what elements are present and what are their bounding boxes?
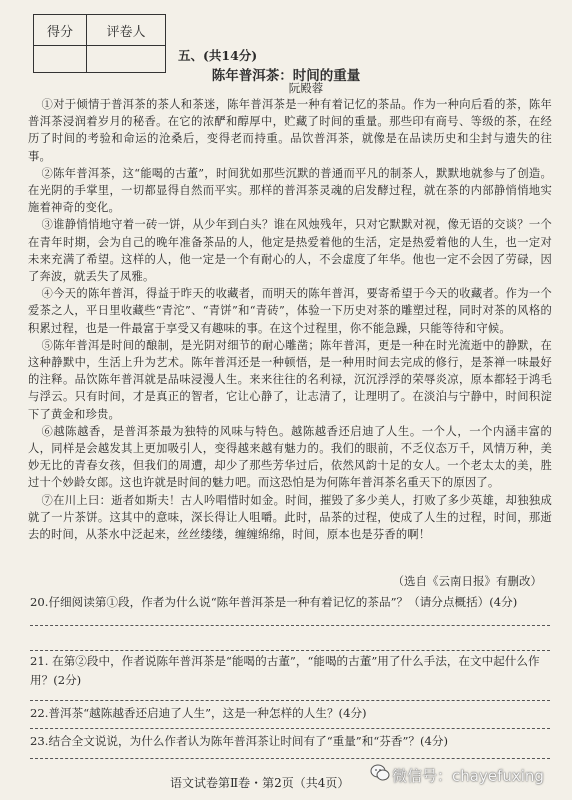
question-21: 21. 在第②段中，作者说陈年普洱茶是“能喝的古董”，“能喝的古董”用了什么手法，在文中起什么作用？(2分) xyxy=(30,654,540,687)
question-22: 22.普洱茶“越陈越香还启迪了人生”，这是一种怎样的人生？(4分) xyxy=(30,706,367,720)
article-author: 阮殿蓉 xyxy=(288,81,324,95)
answer-line[interactable] xyxy=(30,700,550,701)
score-header: 得分 xyxy=(34,15,87,46)
question-23: 23.结合全文说说，为什么作者认为陈年普洱茶让时间有了“重量”和“芬香”？(4分) xyxy=(30,734,448,748)
answer-line[interactable] xyxy=(30,728,550,729)
paragraph-6: ⑥越陈越香，是普洱茶最为独特的风味与特色。越陈越香还启迪了人生。一个人，一个内涵丰富的人，同样是会越发其上更加吸引人，变得越来越有魅力的。我们的眼前，不乏仪态万千，风情万种，美妙无比的青春女孩，但我们的周遭，却少了那些芳华过后，依然风韵十足的女人。一个老太太的美，胜过十个妙龄女郎。这也许就是时间的魅力吧。而这恐怕是为何陈年普洱茶名重天下的原因了。 xyxy=(28,424,552,490)
answer-line[interactable] xyxy=(30,650,550,651)
paragraph-7: ⑦在川上曰：逝者如斯夫！古人吟唱惜时如金。时间，摧毁了多少美人，打败了多少英雄，却独独成就了一片茶饼。这其中的意味，深长得让人咀嚼。此时，品茶的过程，使成了人生的过程，时间，那逝去的时间，从茶水中泛起来，丝丝缕缕，缠缠绵绵，时间，原本也是芬香的啊！ xyxy=(28,493,552,542)
answer-line[interactable] xyxy=(30,758,550,759)
watermark-text: 微信号：chayefuxing xyxy=(392,767,544,785)
paragraph-3: ③谁静悄悄地守着一砖一饼，从少年到白头？谁在风烛残年，只对它默默对视，像无语的交谈？一个在青年时期，会为自己的晚年准备茶品的人，他定是热爱着他的生活，定是热爱着他的人生，也一定对未来充满了希望。这样的人，他一定是一个有耐心的人，不会虚度了年华。他也一定不会因了劳碌，因了奔波，就丢失了凤雅。 xyxy=(28,218,552,284)
paragraph-4: ④今天的陈年普洱，得益于昨天的收藏者，而明天的陈年普洱，要寄希望于今天的收藏者。作为一个爱茶之人，平日里收藏些“青沱”、“青饼”和“青砖”，体验一下历史对茶的雕塑过程，同时对茶的风格的积累过程，也是一件最富于享受又有趣味的事。在这个过程里，你不能急躁，只能等待和守候。 xyxy=(28,287,552,335)
paragraph-1: ①对于倾情于普洱茶的茶人和茶迷，陈年普洱茶是一种有着记忆的茶品。作为一种向后看的茶，陈年普洱茶浸润着岁月的秘香。在它的浓酽和醇厚中，贮藏了时间的重量。那些印有商号、等级的茶，在经历了时间的考验和命运的沧桑后，变得老而持重。品饮普洱茶，就像是在品读历史和尘封与遗失的往事。 xyxy=(28,98,552,163)
article-source: （选自《云南日报》有删改） xyxy=(392,574,542,588)
answer-line[interactable] xyxy=(30,625,550,626)
paragraph-2: ②陈年普洱茶，这“能喝的古董”，时间犹如那些沉默的普通而平凡的制茶人，默默地就参与了创造。在光阴的手掌里，一切都显得自然而平实。那样的普洱茶灵魂的启发酵过程，就在茶的内部静悄悄地实施着神奇的变化。 xyxy=(28,166,552,215)
paragraph-5: ⑤陈年普洱是时间的酿制，是光阴对细节的耐心雕凿；陈年普洱，更是一种在时光流逝中的静默，在这种静默中，生活上升为艺术。陈年普洱还是一种顿悟，是一种用时间去完成的修行，是茶禅一味最好的注释。品饮陈年普洱就是品味浸漫人生。来来往往的名利禄，沉沉浮浮的荣辱炎凉，原本都轻于鸿毛与浮云。只有时间，才是真正的智者，它让心静了，让志清了，让理明了。在淡泊与宁静中，时间积淀下了黄金和珍贵。 xyxy=(28,338,552,421)
question-20: 20.仔细阅读第①段，作者为什么说“陈年普洱茶是一种有着记忆的茶品”？（请分点概括）(4分) xyxy=(30,595,518,609)
page-footer: 语文试卷第Ⅱ卷・第2页（共4页） xyxy=(170,776,350,790)
article-title: 陈年普洱茶：时间的重量 xyxy=(211,68,361,84)
grader-header: 评卷人 xyxy=(87,15,166,46)
article-body xyxy=(28,96,552,543)
wechat-icon xyxy=(370,763,390,783)
section-title: 五、(共14分) xyxy=(178,48,258,63)
